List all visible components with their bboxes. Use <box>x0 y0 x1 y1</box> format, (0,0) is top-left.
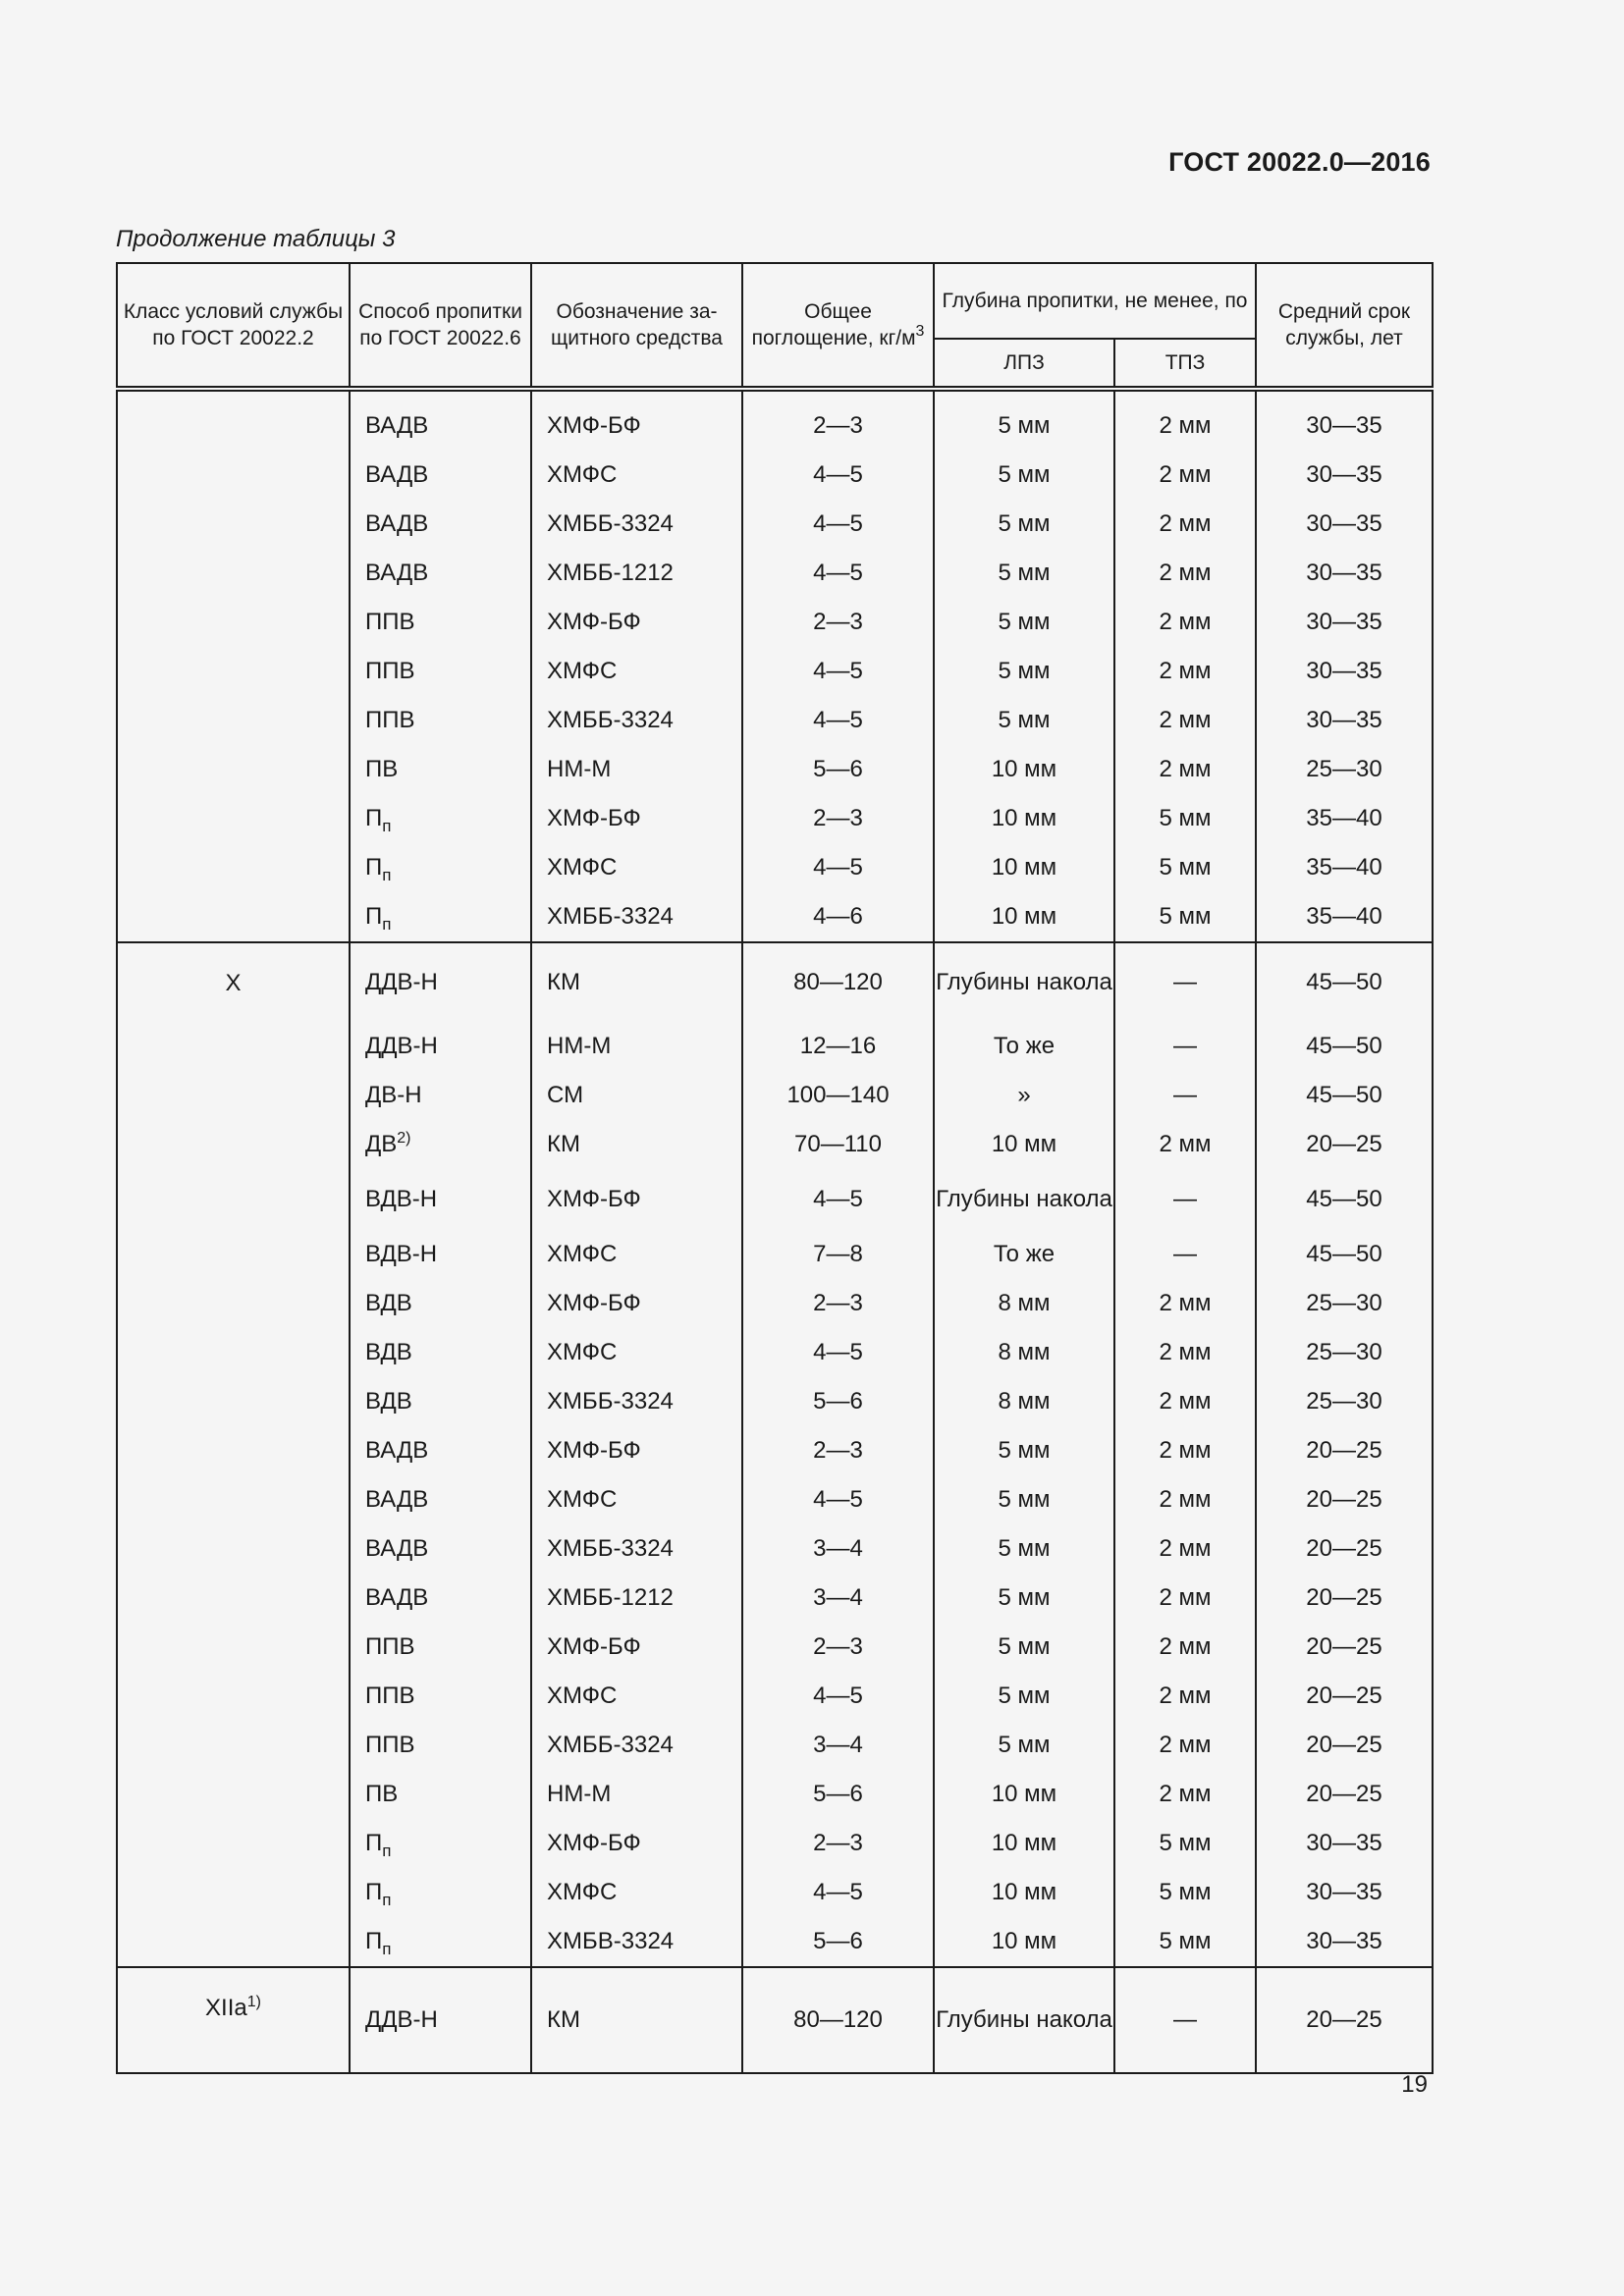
header-absorption <box>742 263 934 389</box>
header-depth-group: Глубина пропитки, не менее, по <box>934 263 1256 339</box>
impregnation-method-cell <box>350 500 531 549</box>
method-label: ВДВ <box>365 1388 412 1415</box>
agent-designation-cell: ХМФ-БФ <box>531 1426 742 1475</box>
impregnation-method-cell <box>350 1328 531 1377</box>
tpz-depth-cell: 5 мм <box>1114 1868 1256 1917</box>
method-label: ППВ <box>365 707 415 733</box>
service-life-cell: 30—35 <box>1256 647 1433 696</box>
lpz-depth-cell: 10 мм <box>934 843 1114 892</box>
absorption-cell: 3—4 <box>742 1524 934 1574</box>
tpz-depth-cell: 2 мм <box>1114 1377 1256 1426</box>
absorption-cell: 4—5 <box>742 451 934 500</box>
agent-designation-cell: ХМББ-3324 <box>531 1377 742 1426</box>
absorption-cell: 4—5 <box>742 500 934 549</box>
lpz-depth-cell: 5 мм <box>934 389 1114 451</box>
table-row <box>117 942 1433 1022</box>
service-life-cell: 45—50 <box>1256 1022 1433 1071</box>
lpz-depth-cell: 5 мм <box>934 647 1114 696</box>
agent-designation-cell: ХМББ-3324 <box>531 696 742 745</box>
absorption-cell: 2—3 <box>742 1426 934 1475</box>
lpz-depth-cell: 8 мм <box>934 1328 1114 1377</box>
tpz-depth-cell: — <box>1114 1022 1256 1071</box>
method-subscript: п <box>382 1842 392 1860</box>
absorption-cell: 7—8 <box>742 1230 934 1279</box>
tpz-depth-cell: 2 мм <box>1114 1426 1256 1475</box>
tpz-depth-cell: 2 мм <box>1114 1279 1256 1328</box>
agent-designation-cell: НМ-М <box>531 1022 742 1071</box>
lpz-depth-cell: 10 мм <box>934 745 1114 794</box>
header-agent-designation: Обозначение за-щитного средства <box>531 263 742 389</box>
method-label: ВАДВ <box>365 412 429 439</box>
impregnation-method-cell <box>350 1169 531 1230</box>
agent-designation-cell: ХМФС <box>531 1672 742 1721</box>
tpz-depth-cell: 2 мм <box>1114 1623 1256 1672</box>
tpz-depth-cell: 2 мм <box>1114 696 1256 745</box>
tpz-depth-cell: 2 мм <box>1114 500 1256 549</box>
lpz-depth-cell: 10 мм <box>934 1819 1114 1868</box>
method-label: ППВ <box>365 609 415 635</box>
method-label: ПВ <box>365 756 399 782</box>
absorption-cell: 4—5 <box>742 843 934 892</box>
agent-designation-cell: ХМБВ-3324 <box>531 1917 742 1967</box>
service-life-cell: 20—25 <box>1256 1475 1433 1524</box>
agent-designation-cell: ХМФ-БФ <box>531 794 742 843</box>
impregnation-method-cell <box>350 1770 531 1819</box>
method-label: ДДВ-Н <box>365 969 438 995</box>
service-life-cell: 30—35 <box>1256 1868 1433 1917</box>
service-life-cell: 45—50 <box>1256 942 1433 1022</box>
agent-designation-cell: ХМФС <box>531 1328 742 1377</box>
agent-designation-cell: ХМББ-3324 <box>531 500 742 549</box>
lpz-depth-cell: Глубины накола <box>934 1169 1114 1230</box>
lpz-depth-cell: Глубины накола <box>934 1967 1114 2073</box>
absorption-cell: 4—5 <box>742 1169 934 1230</box>
tpz-depth-cell: 5 мм <box>1114 794 1256 843</box>
agent-designation-cell: КМ <box>531 942 742 1022</box>
service-life-cell: 30—35 <box>1256 598 1433 647</box>
tpz-depth-cell: 2 мм <box>1114 598 1256 647</box>
absorption-cell: 4—6 <box>742 892 934 942</box>
service-life-cell: 20—25 <box>1256 1426 1433 1475</box>
method-label: ДВ <box>365 1131 398 1157</box>
impregnation-method-cell <box>350 794 531 843</box>
service-life-cell: 30—35 <box>1256 500 1433 549</box>
absorption-cell: 2—3 <box>742 598 934 647</box>
service-life-cell: 30—35 <box>1256 451 1433 500</box>
lpz-depth-cell: 5 мм <box>934 1426 1114 1475</box>
method-label: ВДВ-Н <box>365 1241 438 1267</box>
absorption-cell: 2—3 <box>742 389 934 451</box>
impregnation-method-cell <box>350 1279 531 1328</box>
method-label: ВАДВ <box>365 1535 429 1562</box>
impregnation-method-cell <box>350 1967 531 2073</box>
table-header <box>117 263 1433 389</box>
impregnation-method-cell <box>350 1475 531 1524</box>
impregnation-method-cell <box>350 1721 531 1770</box>
lpz-depth-cell: 5 мм <box>934 1623 1114 1672</box>
tpz-depth-cell: 2 мм <box>1114 1475 1256 1524</box>
lpz-depth-cell: 10 мм <box>934 1770 1114 1819</box>
service-life-table <box>116 262 1434 2074</box>
tpz-depth-cell: 2 мм <box>1114 1574 1256 1623</box>
absorption-cell: 3—4 <box>742 1721 934 1770</box>
agent-designation-cell: ХМФ-БФ <box>531 598 742 647</box>
impregnation-method-cell <box>350 549 531 598</box>
agent-designation-cell: ХМФ-БФ <box>531 1819 742 1868</box>
table-row <box>117 389 1433 451</box>
lpz-depth-cell: 5 мм <box>934 1574 1114 1623</box>
tpz-depth-cell: 2 мм <box>1114 647 1256 696</box>
agent-designation-cell: ХМББ-3324 <box>531 1721 742 1770</box>
agent-designation-cell: ХМФС <box>531 1475 742 1524</box>
absorption-cell: 4—5 <box>742 696 934 745</box>
absorption-cell: 80—120 <box>742 942 934 1022</box>
lpz-depth-cell: 5 мм <box>934 1524 1114 1574</box>
agent-designation-cell: СМ <box>531 1071 742 1120</box>
lpz-depth-cell: 5 мм <box>934 549 1114 598</box>
agent-designation-cell: ХМФС <box>531 1868 742 1917</box>
impregnation-method-cell <box>350 745 531 794</box>
lpz-depth-cell: 5 мм <box>934 1672 1114 1721</box>
absorption-cell: 5—6 <box>742 1377 934 1426</box>
tpz-depth-cell: — <box>1114 1071 1256 1120</box>
method-label: ВАДВ <box>365 1486 429 1513</box>
impregnation-method-cell <box>350 1819 531 1868</box>
absorption-cell: 100—140 <box>742 1071 934 1120</box>
service-life-cell: 25—30 <box>1256 1279 1433 1328</box>
lpz-depth-cell: 10 мм <box>934 1120 1114 1169</box>
method-label: ВДВ-Н <box>365 1186 438 1212</box>
absorption-cell: 3—4 <box>742 1574 934 1623</box>
service-life-cell: 20—25 <box>1256 1120 1433 1169</box>
tpz-depth-cell: 2 мм <box>1114 451 1256 500</box>
impregnation-method-cell <box>350 1623 531 1672</box>
impregnation-method-cell <box>350 1022 531 1071</box>
agent-designation-cell: ХМФС <box>531 451 742 500</box>
service-class-cell <box>117 942 350 1967</box>
agent-designation-cell: НМ-М <box>531 745 742 794</box>
method-label: П <box>365 1879 383 1905</box>
tpz-depth-cell: — <box>1114 1967 1256 2073</box>
method-subscript: п <box>382 1940 392 1958</box>
lpz-depth-cell: 5 мм <box>934 696 1114 745</box>
absorption-cell: 70—110 <box>742 1120 934 1169</box>
tpz-depth-cell: 5 мм <box>1114 1917 1256 1967</box>
absorption-cell: 4—5 <box>742 1672 934 1721</box>
method-label: ВДВ <box>365 1339 412 1365</box>
service-life-cell: 45—50 <box>1256 1169 1433 1230</box>
service-life-cell: 35—40 <box>1256 843 1433 892</box>
header-lpz: ЛПЗ <box>934 339 1114 389</box>
service-life-cell: 20—25 <box>1256 1721 1433 1770</box>
service-life-cell: 45—50 <box>1256 1071 1433 1120</box>
method-label: ПВ <box>365 1781 399 1807</box>
impregnation-method-cell <box>350 451 531 500</box>
lpz-depth-cell: 5 мм <box>934 598 1114 647</box>
method-label: ВДВ <box>365 1290 412 1316</box>
agent-designation-cell: ХМФС <box>531 1230 742 1279</box>
impregnation-method-cell <box>350 1672 531 1721</box>
service-life-cell: 30—35 <box>1256 696 1433 745</box>
impregnation-method-cell <box>350 1377 531 1426</box>
table-caption: Продолжение таблицы 3 <box>116 226 396 252</box>
tpz-depth-cell: 2 мм <box>1114 1672 1256 1721</box>
agent-designation-cell: КМ <box>531 1967 742 2073</box>
absorption-cell: 2—3 <box>742 1279 934 1328</box>
method-label: П <box>365 1928 383 1954</box>
absorption-cell: 5—6 <box>742 1917 934 1967</box>
method-label: ДВ-Н <box>365 1082 422 1108</box>
service-life-cell: 45—50 <box>1256 1230 1433 1279</box>
impregnation-method-cell <box>350 1524 531 1574</box>
table-body <box>117 389 1433 2073</box>
header-service-class: Класс условий службы по ГОСТ 20022.2 <box>117 263 350 389</box>
impregnation-method-cell <box>350 389 531 451</box>
agent-designation-cell: ХМФ-БФ <box>531 1169 742 1230</box>
lpz-depth-cell: То же <box>934 1022 1114 1071</box>
table-row <box>117 1967 1433 2073</box>
absorption-cell: 80—120 <box>742 1967 934 2073</box>
impregnation-method-cell <box>350 1120 531 1169</box>
tpz-depth-cell: — <box>1114 1230 1256 1279</box>
lpz-depth-cell: 10 мм <box>934 1917 1114 1967</box>
tpz-depth-cell: 2 мм <box>1114 389 1256 451</box>
tpz-depth-cell: 2 мм <box>1114 1524 1256 1574</box>
method-label: ППВ <box>365 1682 415 1709</box>
header-absorption-text: Общее поглощение, кг/м <box>751 300 916 349</box>
service-life-cell: 25—30 <box>1256 745 1433 794</box>
tpz-depth-cell: 2 мм <box>1114 1721 1256 1770</box>
impregnation-method-cell <box>350 1868 531 1917</box>
absorption-cell: 4—5 <box>742 1475 934 1524</box>
service-life-cell: 20—25 <box>1256 1524 1433 1574</box>
tpz-depth-cell: 2 мм <box>1114 1120 1256 1169</box>
tpz-depth-cell: 2 мм <box>1114 1328 1256 1377</box>
method-footnote: 2) <box>397 1130 411 1147</box>
method-label: ППВ <box>365 658 415 684</box>
header-absorption-sup: 3 <box>915 323 925 340</box>
lpz-depth-cell: 10 мм <box>934 794 1114 843</box>
impregnation-method-cell <box>350 696 531 745</box>
method-label: П <box>365 903 383 930</box>
service-life-cell: 30—35 <box>1256 389 1433 451</box>
lpz-depth-cell: 8 мм <box>934 1279 1114 1328</box>
method-label: ППВ <box>365 1732 415 1758</box>
impregnation-method-cell <box>350 598 531 647</box>
impregnation-method-cell <box>350 647 531 696</box>
method-label: ВАДВ <box>365 510 429 537</box>
service-life-cell: 25—30 <box>1256 1377 1433 1426</box>
service-life-cell: 30—35 <box>1256 1819 1433 1868</box>
agent-designation-cell: ХМФС <box>531 647 742 696</box>
service-class-footnote: 1) <box>246 1994 261 2010</box>
agent-designation-cell: КМ <box>531 1120 742 1169</box>
absorption-cell: 2—3 <box>742 1819 934 1868</box>
lpz-depth-cell: 5 мм <box>934 1475 1114 1524</box>
method-label: П <box>365 1830 383 1856</box>
method-subscript: п <box>382 915 392 934</box>
lpz-depth-cell: 5 мм <box>934 1721 1114 1770</box>
header-service-life: Средний срок службы, лет <box>1256 263 1433 389</box>
service-life-cell: 35—40 <box>1256 794 1433 843</box>
service-life-cell: 20—25 <box>1256 1623 1433 1672</box>
service-life-cell: 30—35 <box>1256 549 1433 598</box>
method-label: ВАДВ <box>365 560 429 586</box>
method-label: П <box>365 805 383 831</box>
lpz-depth-cell: 5 мм <box>934 500 1114 549</box>
service-life-cell: 20—25 <box>1256 1770 1433 1819</box>
method-label: ППВ <box>365 1633 415 1660</box>
agent-designation-cell: ХМФ-БФ <box>531 1279 742 1328</box>
impregnation-method-cell <box>350 843 531 892</box>
method-label: П <box>365 854 383 881</box>
impregnation-method-cell <box>350 942 531 1022</box>
tpz-depth-cell: — <box>1114 1169 1256 1230</box>
lpz-depth-cell: Глубины накола <box>934 942 1114 1022</box>
method-label: ВАДВ <box>365 1437 429 1464</box>
absorption-cell: 12—16 <box>742 1022 934 1071</box>
method-label: ДДВ-Н <box>365 1033 438 1059</box>
method-subscript: п <box>382 1891 392 1909</box>
impregnation-method-cell <box>350 1426 531 1475</box>
impregnation-method-cell <box>350 1230 531 1279</box>
tpz-depth-cell: 2 мм <box>1114 1770 1256 1819</box>
header-impregnation-method: Способ пропитки по ГОСТ 20022.6 <box>350 263 531 389</box>
agent-designation-cell: ХМББ-3324 <box>531 1524 742 1574</box>
agent-designation-cell: ХМББ-1212 <box>531 549 742 598</box>
method-subscript: п <box>382 866 392 884</box>
absorption-cell: 5—6 <box>742 1770 934 1819</box>
service-life-cell: 25—30 <box>1256 1328 1433 1377</box>
absorption-cell: 4—5 <box>742 549 934 598</box>
absorption-cell: 4—5 <box>742 1328 934 1377</box>
absorption-cell: 4—5 <box>742 1868 934 1917</box>
absorption-cell: 2—3 <box>742 1623 934 1672</box>
method-label: ВАДВ <box>365 1584 429 1611</box>
lpz-depth-cell: 10 мм <box>934 892 1114 942</box>
impregnation-method-cell <box>350 892 531 942</box>
method-label: ДДВ-Н <box>365 2006 438 2033</box>
header-tpz: ТПЗ <box>1114 339 1256 389</box>
document-code: ГОСТ 20022.0—2016 <box>1168 147 1431 177</box>
absorption-cell: 5—6 <box>742 745 934 794</box>
impregnation-method-cell <box>350 1071 531 1120</box>
absorption-cell: 2—3 <box>742 794 934 843</box>
service-class-cell <box>117 1967 350 2073</box>
lpz-depth-cell: То же <box>934 1230 1114 1279</box>
service-life-cell: 20—25 <box>1256 1574 1433 1623</box>
page-number: 19 <box>1401 2071 1428 2098</box>
agent-designation-cell: ХМФ-БФ <box>531 1623 742 1672</box>
method-label: ВАДВ <box>365 461 429 488</box>
tpz-depth-cell: — <box>1114 942 1256 1022</box>
method-subscript: п <box>382 817 392 835</box>
agent-designation-cell: ХМББ-3324 <box>531 892 742 942</box>
lpz-depth-cell: » <box>934 1071 1114 1120</box>
agent-designation-cell: ХМББ-1212 <box>531 1574 742 1623</box>
agent-designation-cell: ХМФ-БФ <box>531 389 742 451</box>
tpz-depth-cell: 5 мм <box>1114 843 1256 892</box>
service-life-cell: 30—35 <box>1256 1917 1433 1967</box>
impregnation-method-cell <box>350 1917 531 1967</box>
agent-designation-cell: ХМФС <box>531 843 742 892</box>
service-class-label: XIIa <box>205 1995 247 2021</box>
tpz-depth-cell: 5 мм <box>1114 892 1256 942</box>
impregnation-method-cell <box>350 1574 531 1623</box>
service-class-cell <box>117 389 350 942</box>
service-life-cell: 35—40 <box>1256 892 1433 942</box>
agent-designation-cell: НМ-М <box>531 1770 742 1819</box>
lpz-depth-cell: 8 мм <box>934 1377 1114 1426</box>
tpz-depth-cell: 2 мм <box>1114 745 1256 794</box>
lpz-depth-cell: 10 мм <box>934 1868 1114 1917</box>
service-class-label: X <box>225 970 242 996</box>
absorption-cell: 4—5 <box>742 647 934 696</box>
tpz-depth-cell: 5 мм <box>1114 1819 1256 1868</box>
service-life-cell: 20—25 <box>1256 1672 1433 1721</box>
service-life-cell: 20—25 <box>1256 1967 1433 2073</box>
tpz-depth-cell: 2 мм <box>1114 549 1256 598</box>
lpz-depth-cell: 5 мм <box>934 451 1114 500</box>
